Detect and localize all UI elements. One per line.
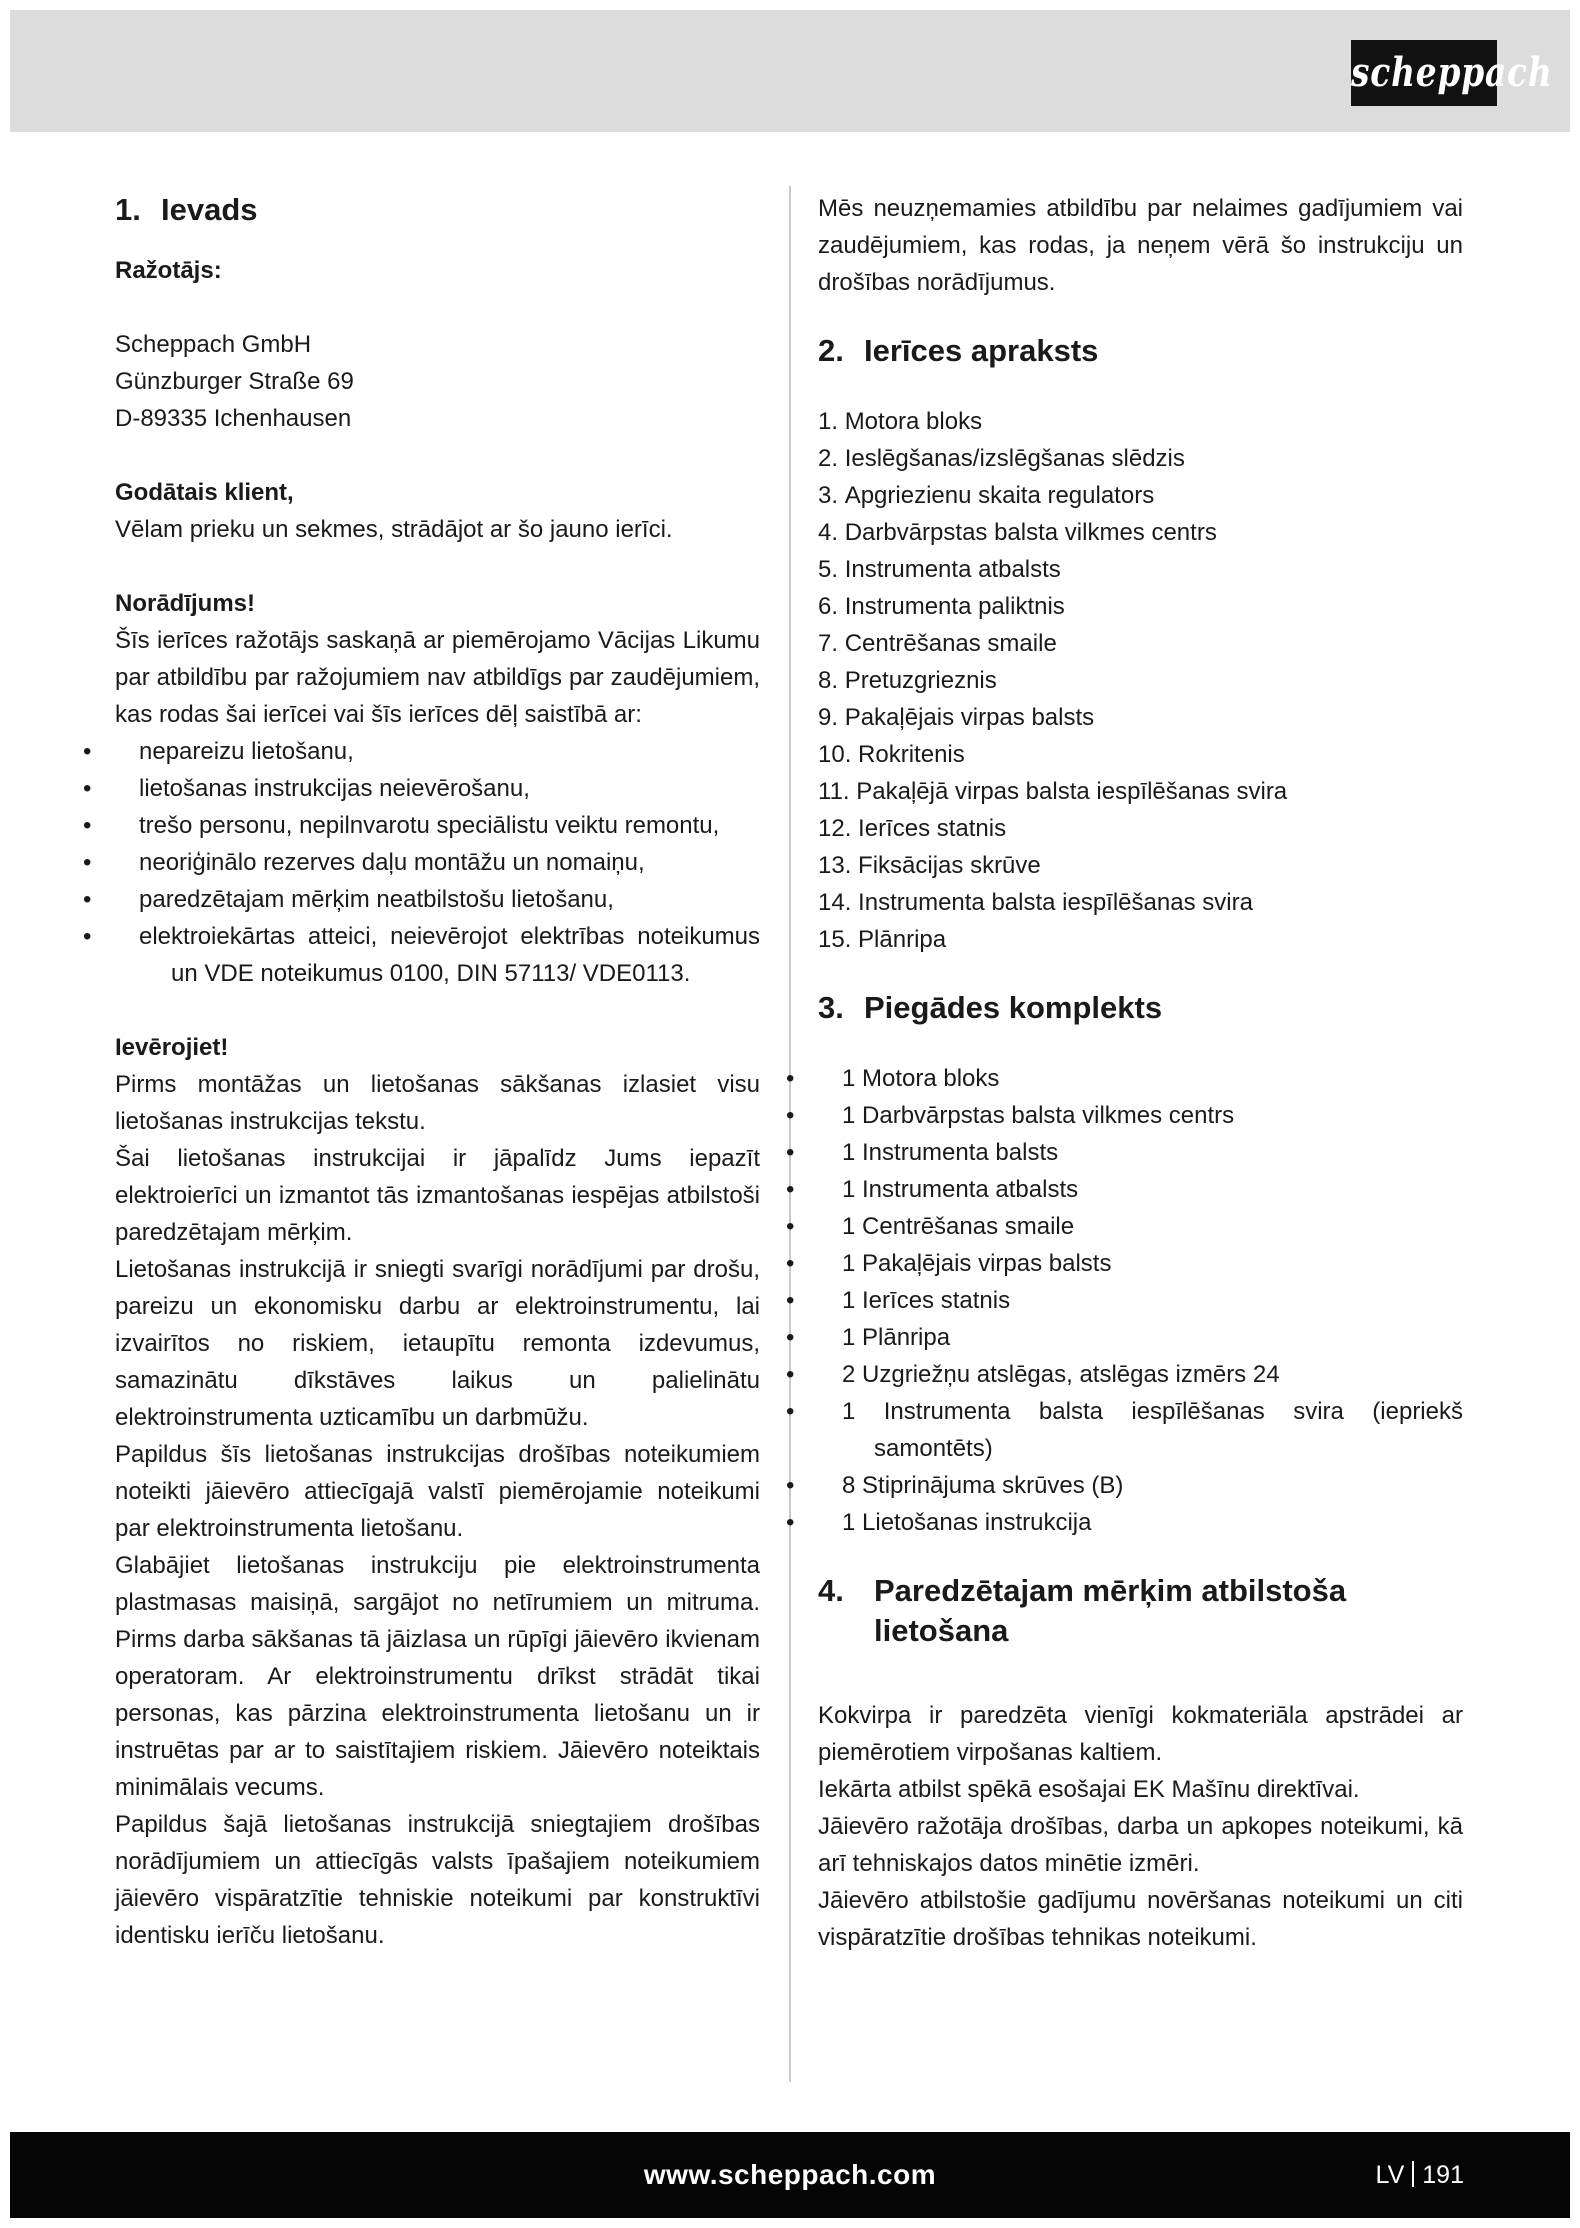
section-title: Ierīces apraksts — [864, 333, 1099, 368]
list-item: • 1 Ierīces statnis — [818, 1282, 1463, 1319]
address-line: Scheppach GmbH — [115, 331, 312, 358]
usage-paragraph: Jāievēro atbilstošie gadījumu novēršanas noteikumi un citi vispāratzītie drošības tehnikas noteikumi. — [818, 1887, 1463, 1951]
note-title: Norādījums! — [115, 590, 256, 617]
item-number: 2. — [818, 445, 839, 472]
observe-paragraph: Glabājiet lietošanas instrukciju pie elektroinstrumenta plastmasas maisiņā, sargājot no netīrumiem un mitruma. Pirms darba sākšanas tā jāizlasa un rūpīgi jāievēro ikvienam operatoram. Ar elektroinstrumentu drīkst strādāt tikai personas, kas pārzina elektroinstrumenta lietošanu un ir instruētas par ar to saistītajiem riskiem. Jāievēro noteiktais minimālais vecums. — [115, 1552, 760, 1801]
usage-paragraph: Iekārta atbilst spēkā esošajai EK Mašīnu direktīvai. — [818, 1776, 1360, 1803]
list-item: • elektroiekārtas atteici, neievērojot elektrības noteikumus un VDE noteikumus 0100, DIN 57113/ VDE0113. — [115, 918, 760, 992]
item-label: Instrumenta paliktnis — [844, 593, 1065, 620]
item-number: 15. — [818, 926, 852, 953]
section-number: 2. — [818, 333, 844, 368]
item-number: 9. — [818, 704, 839, 731]
page-number: 191 — [1422, 2161, 1464, 2189]
section-title: Paredzētajam mērķim atbilstoša lietošana — [874, 1573, 1347, 1648]
left-column — [115, 190, 760, 1954]
observe-paragraph: Šai lietošanas instrukcijai ir jāpalīdz Jums iepazīt elektroierīci un izmantot tās izmantošanas iespējas atbilstoši paredzētajam mērķim. — [115, 1145, 760, 1246]
delivery-list — [818, 1060, 1463, 1541]
item-label: Pakaļējā virpas balsta iespīlēšanas svira — [856, 778, 1288, 805]
item-label: Ieslēgšanas/izslēgšanas slēdzis — [844, 445, 1185, 472]
section-4-heading — [818, 1571, 1463, 1651]
list-item — [818, 921, 1463, 958]
section-title: Ievads — [161, 192, 258, 227]
item-label: Fiksācijas skrūve — [858, 852, 1041, 879]
language-code: LV — [1375, 2161, 1405, 2189]
list-item: • 1 Plānripa — [818, 1319, 1463, 1356]
item-number: 11. — [818, 778, 850, 805]
observe-paragraph: Lietošanas instrukcijā ir sniegti svarīgi norādījumi par drošu, pareizu un ekonomisku darbu ar elektroinstrumentu, lai izvairītos no riskiem, ietaupītu remonta izdevumus, samazinātu dīkstāves laikus un palielinātu elektroinstrumenta uzticamību un darbmūžu. — [115, 1256, 760, 1431]
list-item: • trešo personu, nepilnvarotu speciālistu veiktu remontu, — [115, 807, 760, 844]
item-label: Pretuzgrieznis — [844, 667, 997, 694]
list-item — [818, 588, 1463, 625]
section-title: Piegādes komplekts — [864, 990, 1163, 1025]
list-item — [818, 477, 1463, 514]
list-item — [818, 625, 1463, 662]
list-item: • lietošanas instrukcijas neievērošanu, — [115, 770, 760, 807]
item-number: 12. — [818, 815, 852, 842]
item-label: Instrumenta balsta iespīlēšanas svira — [858, 889, 1253, 916]
page-indicator — [1376, 2132, 1464, 2218]
item-label: Instrumenta atbalsts — [844, 556, 1061, 583]
item-number: 3. — [818, 482, 839, 509]
list-item: • 1 Motora bloks — [818, 1060, 1463, 1097]
list-item: • 8 Stiprinājuma skrūves (B) — [818, 1467, 1463, 1504]
list-item — [818, 736, 1463, 773]
item-number: 6. — [818, 593, 839, 620]
usage-paragraph: Jāievēro ražotāja drošības, darba un apkopes noteikumi, kā arī tehniskajos datos minētie izmēri. — [818, 1813, 1463, 1877]
usage-paragraph: Kokvirpa ir paredzēta vienīgi kokmateriāla apstrādei ar piemērotiem virpošanas kaltiem. — [818, 1702, 1463, 1766]
note-text: Šīs ierīces ražotājs saskaņā ar piemērojamo Vācijas Likumu par atbildību par ražojumiem nav atbildīgs par zaudējumiem, kas rodas šai ierīcei vai šīs ierīces dēļ saistībā ar: — [115, 627, 760, 728]
section-3-heading — [818, 988, 1463, 1028]
section-number: 1. — [115, 192, 141, 227]
observe-paragraph: Pirms montāžas un lietošanas sākšanas izlasiet visu lietošanas instrukcijas tekstu. — [115, 1071, 760, 1135]
observe-title: Ievērojiet! — [115, 1034, 229, 1061]
right-column — [818, 190, 1463, 1956]
item-number: 10. — [818, 741, 852, 768]
item-number: 5. — [818, 556, 839, 583]
manufacturer-label: Ražotājs: — [115, 257, 222, 284]
list-item — [818, 662, 1463, 699]
item-number: 1. — [818, 408, 839, 435]
item-label: Plānripa — [858, 926, 947, 953]
item-number: 8. — [818, 667, 839, 694]
list-item: • paredzētajam mērķim neatbilstošu lietošanu, — [115, 881, 760, 918]
item-label: Darbvārpstas balsta vilkmes centrs — [844, 519, 1217, 546]
list-item — [818, 847, 1463, 884]
section-number: 3. — [818, 990, 844, 1025]
greeting-text: Vēlam prieku un sekmes, strādājot ar šo jauno ierīci. — [115, 516, 673, 543]
item-label: Centrēšanas smaile — [844, 630, 1057, 657]
item-label: Pakaļējais virpas balsts — [844, 704, 1095, 731]
address-line: D-89335 Ichenhausen — [115, 405, 352, 432]
list-item: • nepareizu lietošanu, — [115, 733, 760, 770]
section-number: 4. — [818, 1573, 844, 1608]
greeting-title: Godātais klient, — [115, 479, 294, 506]
list-item: • 1 Instrumenta balsts — [818, 1134, 1463, 1171]
note-list — [115, 733, 760, 992]
address-line: Günzburger Straße 69 — [115, 368, 354, 395]
section-2-heading — [818, 331, 1463, 371]
column-divider — [789, 186, 791, 2082]
item-label: Ierīces statnis — [858, 815, 1007, 842]
liability-text: Mēs neuzņemamies atbildību par nelaimes gadījumiem vai zaudējumiem, kas rodas, ja neņem vērā šo instrukciju un drošības norādījumus. — [818, 195, 1463, 296]
list-item: • 1 Instrumenta balsta iespīlēšanas svira (iepriekš samontēts) — [818, 1393, 1463, 1467]
list-item: • 1 Lietošanas instrukcija — [818, 1504, 1463, 1541]
list-item — [818, 403, 1463, 440]
item-label: Motora bloks — [844, 408, 983, 435]
section-1-heading — [115, 190, 760, 230]
item-number: 7. — [818, 630, 839, 657]
list-item: • 1 Instrumenta atbalsts — [818, 1171, 1463, 1208]
list-item — [818, 551, 1463, 588]
footer-url[interactable]: www.scheppach.com — [643, 2159, 937, 2190]
list-item — [818, 440, 1463, 477]
observe-paragraph: Papildus šajā lietošanas instrukcijā sniegtajiem drošības norādījumiem un attiecīgās valsts īpašajiem noteikumiem jāievēro vispāratzītie tehniskie noteikumi par konstruktīvi identisku ierīču lietošanu. — [115, 1811, 760, 1949]
item-number: 4. — [818, 519, 839, 546]
list-item: • 1 Pakaļējais virpas balsts — [818, 1245, 1463, 1282]
list-item — [818, 810, 1463, 847]
item-label: Rokritenis — [858, 741, 965, 768]
list-item: • 1 Centrēšanas smaile — [818, 1208, 1463, 1245]
list-item — [818, 773, 1463, 810]
list-item: • neoriģinālo rezerves daļu montāžu un nomaiņu, — [115, 844, 760, 881]
footer-bar — [10, 2132, 1570, 2218]
scheppach-logo: scheppach — [1351, 40, 1497, 106]
page-separator — [1412, 2161, 1414, 2187]
observe-paragraph: Papildus šīs lietošanas instrukcijas drošības noteikumiem noteikti jāievēro attiecīgajā valstī piemērojamie noteikumi par elektroinstrumenta lietošanu. — [115, 1441, 760, 1542]
item-number: 14. — [818, 889, 852, 916]
parts-list — [818, 403, 1463, 958]
item-label: Apgriezienu skaita regulators — [844, 482, 1155, 509]
list-item — [818, 699, 1463, 736]
list-item: • 1 Darbvārpstas balsta vilkmes centrs — [818, 1097, 1463, 1134]
list-item: • 2 Uzgriežņu atslēgas, atslēgas izmērs 24 — [818, 1356, 1463, 1393]
item-number: 13. — [818, 852, 852, 879]
header-band — [10, 10, 1570, 132]
list-item — [818, 514, 1463, 551]
list-item — [818, 884, 1463, 921]
